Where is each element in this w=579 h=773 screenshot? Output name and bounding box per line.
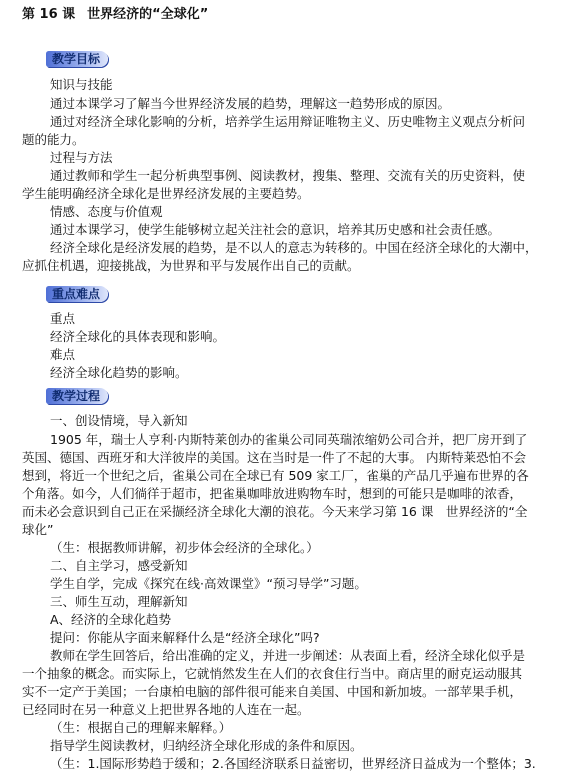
process-step-heading: 二、自主学习，感受新知 (50, 558, 188, 573)
section-label-goals: 教学目标 (46, 51, 108, 67)
student-note: （生：根据自己的理解来解释。） (50, 720, 232, 735)
section-label-key-points: 重点难点 (46, 286, 108, 302)
process-step-heading: 三、师生互动，理解新知 (50, 594, 188, 609)
key-heading: 重点 (50, 311, 76, 326)
process-text: 1905 年，瑞士人亨利·内斯特莱创办的雀巢公司同英瑞浓缩奶公司合并，把厂房开到了 (50, 432, 528, 447)
process-text: 指导学生阅读教材，归纳经济全球化形成的条件和原因。 (50, 738, 363, 753)
goal-text: 经济全球化是经济发展的趋势，是不以人的意志为转移的。中国在经济全球化的大潮中， (50, 240, 538, 255)
goal-text: 通过本课学习，使学生能够树立起关注社会的意识，培养其历史感和社会责任感。 (50, 222, 501, 237)
key-text: 经济全球化的具体表现和影响。 (50, 329, 226, 344)
student-note: （生：1.国际形势趋于缓和；2.各国经济联系日益密切，世界经济日益成为一个整体；3. (50, 756, 536, 771)
student-note: （生：根据教师讲解，初步体会经济的全球化。） (50, 540, 319, 555)
goal-heading-process: 过程与方法 (50, 150, 113, 165)
goal-heading-values: 情感、态度与价值观 (50, 204, 163, 219)
lesson-title (22, 3, 208, 22)
section-label-process: 教学过程 (46, 388, 108, 404)
lesson-number: 第 16 课 (22, 7, 76, 22)
process-text: 球化” (22, 522, 54, 537)
process-text: 一个抽象的概念。而实际上，它就悄然发生在人们的衣食住行当中。商店里的耐克运动服其 (22, 666, 523, 681)
process-text: 英国、德国、西班牙和大洋彼岸的美国。这在当时是一件了不起的大事。 内斯特莱恐怕不会 (22, 450, 526, 465)
process-text: 已经同时在另一种意义上把世界各地的人连在一起。 (22, 702, 310, 717)
process-text: 而未必会意识到自己正在采撷经济全球化大潮的浪花。今天来学习第 16 课 世界经济的“全 (22, 504, 528, 519)
goal-text: 通过本课学习了解当今世界经济发展的趋势，理解这一趋势形成的原因。 (50, 96, 451, 111)
process-text: 教师在学生回答后，给出准确的定义，并进一步阐述：从表面上看，经济全球化似乎是 (50, 648, 526, 663)
lesson-heading: 世界经济的“全球化” (87, 7, 209, 22)
process-question: 提问：你能从字面来解释什么是“经济全球化”吗? (50, 630, 320, 645)
process-subheading: A、经济的全球化趋势 (50, 612, 172, 627)
process-text: 实不一定产于美国；一台康柏电脑的部件很可能来自美国、中国和新加坡。一部苹果手机， (22, 684, 523, 699)
goal-text: 通过对经济全球化影响的分析，培养学生运用辩证唯物主义、历史唯物主义观点分析问 (50, 114, 526, 129)
key-heading: 难点 (50, 347, 76, 362)
process-text: 个角落。如今，人们徜徉于超市，把雀巢咖啡放进购物车时，想到的可能只是咖啡的浓香， (22, 486, 523, 501)
goal-heading-knowledge: 知识与技能 (50, 77, 113, 92)
process-text: 学生自学，完成《探究在线·高效课堂》“预习导学”习题。 (50, 576, 367, 591)
goal-text: 应抓住机遇，迎接挑战，为世界和平与发展作出自己的贡献。 (22, 258, 360, 273)
goal-text: 题的能力。 (22, 132, 85, 147)
process-text: 想到，将近一个世纪之后，雀巢公司在全球已有 509 家工厂，雀巢的产品几乎遍布世界的各 (22, 468, 529, 483)
process-step-heading: 一、创设情境，导入新知 (50, 413, 188, 428)
key-text: 经济全球化趋势的影响。 (50, 365, 188, 380)
goal-text: 通过教师和学生一起分析典型事例、阅读教材，搜集、整理、交流有关的历史资料，使 (50, 168, 526, 183)
goal-text: 学生能明确经济全球化是世界经济发展的主要趋势。 (22, 186, 310, 201)
